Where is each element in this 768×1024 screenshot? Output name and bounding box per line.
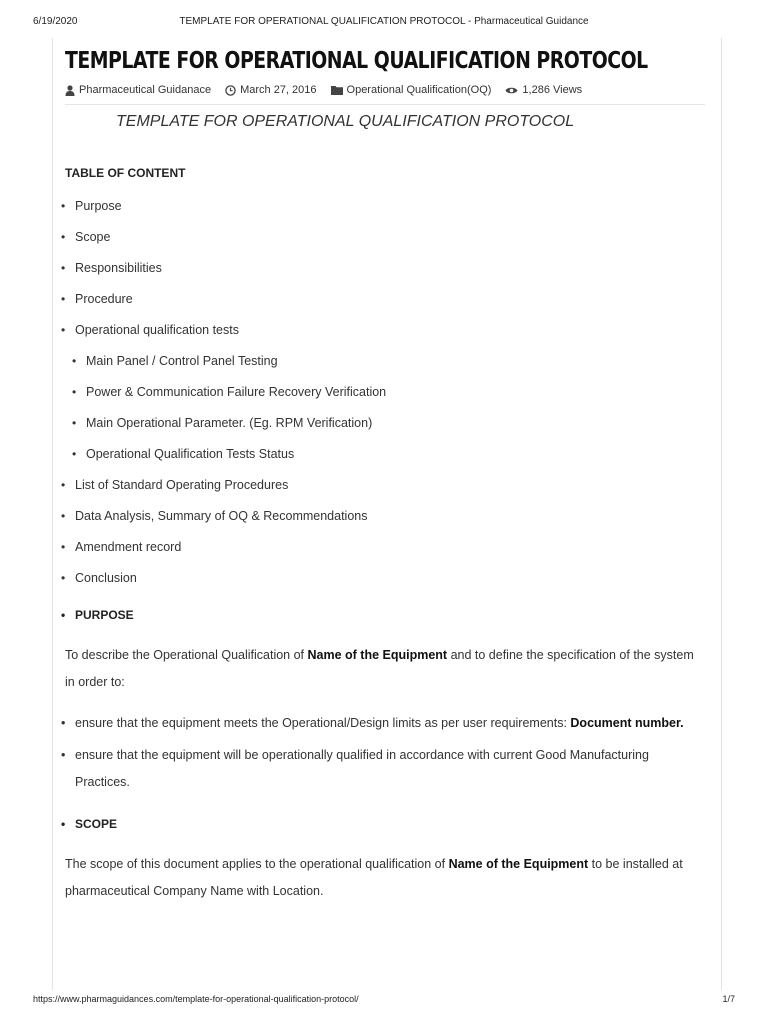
toc-item-conclusion[interactable]: • Conclusion: [61, 571, 137, 585]
toc-item-amendment[interactable]: • Amendment record: [61, 540, 182, 554]
scope-text: The scope of this document applies to the operational qualification of Name of the Equipment to be installed at pharmaceutical Company Name with Location.: [65, 857, 683, 898]
user-icon: [65, 85, 75, 96]
toc-heading: TABLE OF CONTENT: [65, 166, 186, 180]
meta-category-label: Operational Qualification(OQ): [346, 84, 492, 96]
meta-author-label: Pharmaceutical Guidanace: [79, 84, 212, 96]
post-title: TEMPLATE FOR OPERATIONAL QUALIFICATION PROTOCOL: [65, 48, 648, 74]
folder-icon: [331, 85, 343, 95]
meta-author[interactable]: [65, 84, 211, 96]
purpose-bullet-1: • ensure that the equipment meets the Operational/Design limits as per user requirements: Document number.: [61, 716, 684, 730]
post-subtitle: TEMPLATE FOR OPERATIONAL QUALIFICATION PROTOCOL: [116, 113, 575, 130]
toc-item-responsibilities[interactable]: • Responsibilities: [61, 261, 162, 275]
toc-item-sop-list[interactable]: • List of Standard Operating Procedures: [61, 478, 289, 492]
print-page-title: TEMPLATE FOR OPERATIONAL QUALIFICATION PROTOCOL - Pharmaceutical Guidance: [179, 16, 589, 27]
meta-date: [225, 84, 316, 96]
meta-category[interactable]: [331, 84, 492, 96]
print-page-number: 1/7: [722, 994, 735, 1004]
print-footer: [33, 994, 735, 1006]
toc-subitem-main-panel[interactable]: • Main Panel / Control Panel Testing: [72, 354, 278, 368]
article: [61, 48, 705, 905]
toc-subitem-tests-status[interactable]: • Operational Qualification Tests Status: [72, 447, 295, 461]
post-meta: [65, 84, 705, 105]
print-date: 6/19/2020: [33, 16, 78, 27]
content-border-left: [52, 38, 53, 990]
toc-subitem-main-parameter[interactable]: • Main Operational Parameter. (Eg. RPM Verification): [72, 416, 373, 430]
toc-subitem-power-failure[interactable]: • Power & Communication Failure Recovery Verification: [72, 385, 387, 399]
print-header: [33, 16, 735, 30]
meta-views: [505, 84, 582, 96]
purpose-intro: To describe the Operational Qualification of Name of the Equipment and to define the specification of the system in order to:: [65, 648, 694, 689]
content-border-right: [721, 38, 722, 990]
purpose-heading: • PURPOSE: [61, 608, 134, 622]
clock-icon: [225, 85, 236, 96]
meta-date-label: March 27, 2016: [240, 84, 317, 96]
purpose-bullet-2: • ensure that the equipment will be operationally qualified in accordance with current Good Manufacturing Practices.: [61, 748, 649, 789]
toc-list: [61, 198, 705, 601]
toc-item-oq-tests[interactable]: • Operational qualification tests: [61, 323, 239, 337]
print-url[interactable]: https://www.pharmaguidances.com/template-for-operational-qualification-protocol/: [33, 994, 359, 1004]
scope-heading: • SCOPE: [61, 817, 118, 831]
purpose-bullets: [61, 710, 705, 796]
toc-item-scope[interactable]: • Scope: [61, 230, 111, 244]
eye-icon: [505, 86, 518, 95]
meta-views-label: 1,286 Views: [522, 84, 583, 96]
toc-item-procedure[interactable]: • Procedure: [61, 292, 133, 306]
toc-item-data-analysis[interactable]: • Data Analysis, Summary of OQ & Recommendations: [61, 509, 368, 523]
toc-item-purpose[interactable]: • Purpose: [61, 199, 122, 213]
